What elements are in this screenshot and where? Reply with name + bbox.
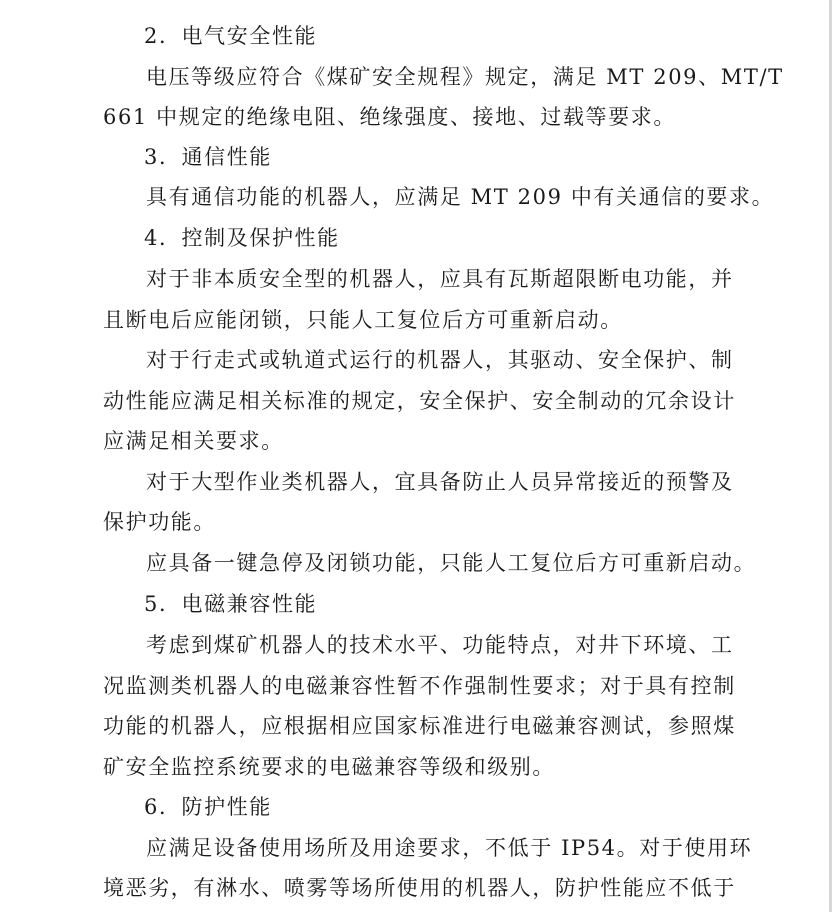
section-heading-electrical-safety: 2．电气安全性能 [144,24,318,48]
paragraph-line: 对于大型作业类机器人，宜具备防止人员异常接近的预警及 [146,470,734,494]
paragraph-line: 况监测类机器人的电磁兼容性暂不作强制性要求；对于具有控制 [103,674,736,698]
paragraph-line: 境恶劣，有淋水、喷雾等场所使用的机器人，防护性能应不低于 [103,876,736,900]
paragraph-line: 661 中规定的绝缘电阻、绝缘强度、接地、过载等要求。 [103,105,676,129]
section-heading-communication: 3．通信性能 [144,145,272,169]
paragraph-line: 应具备一键急停及闭锁功能，只能人工复位后方可重新启动。 [146,551,757,575]
paragraph-line: 应满足设备使用场所及用途要求，不低于 IP54。对于使用环 [146,836,753,860]
paragraph-line: 功能的机器人，应根据相应国家标准进行电磁兼容测试，参照煤 [103,714,736,738]
section-heading-control-protection: 4．控制及保护性能 [144,226,340,250]
paragraph-line: 考虑到煤矿机器人的技术水平、功能特点，对井下环境、工 [146,633,734,657]
paragraph-line: 动性能应满足相关标准的规定，安全保护、安全制动的冗余设计 [103,389,736,413]
paragraph-line: 对于非本质安全型的机器人，应具有瓦斯超限断电功能，并 [146,267,734,291]
section-heading-protection: 6．防护性能 [144,795,272,819]
paragraph-line: 应满足相关要求。 [103,429,284,453]
paragraph-line: 矿安全监控系统要求的电磁兼容等级和级别。 [103,755,555,779]
paragraph-line: 对于行走式或轨道式运行的机器人，其驱动、安全保护、制 [146,348,734,372]
section-heading-emc: 5．电磁兼容性能 [144,592,318,616]
paragraph-line: 保护功能。 [103,510,216,534]
paragraph-line: 具有通信功能的机器人，应满足 MT 209 中有关通信的要求。 [146,185,775,209]
paragraph-line: 电压等级应符合《煤矿安全规程》规定，满足 MT 209、MT/T [146,65,784,89]
paragraph-line: 且断电后应能闭锁，只能人工复位后方可重新启动。 [103,308,623,332]
